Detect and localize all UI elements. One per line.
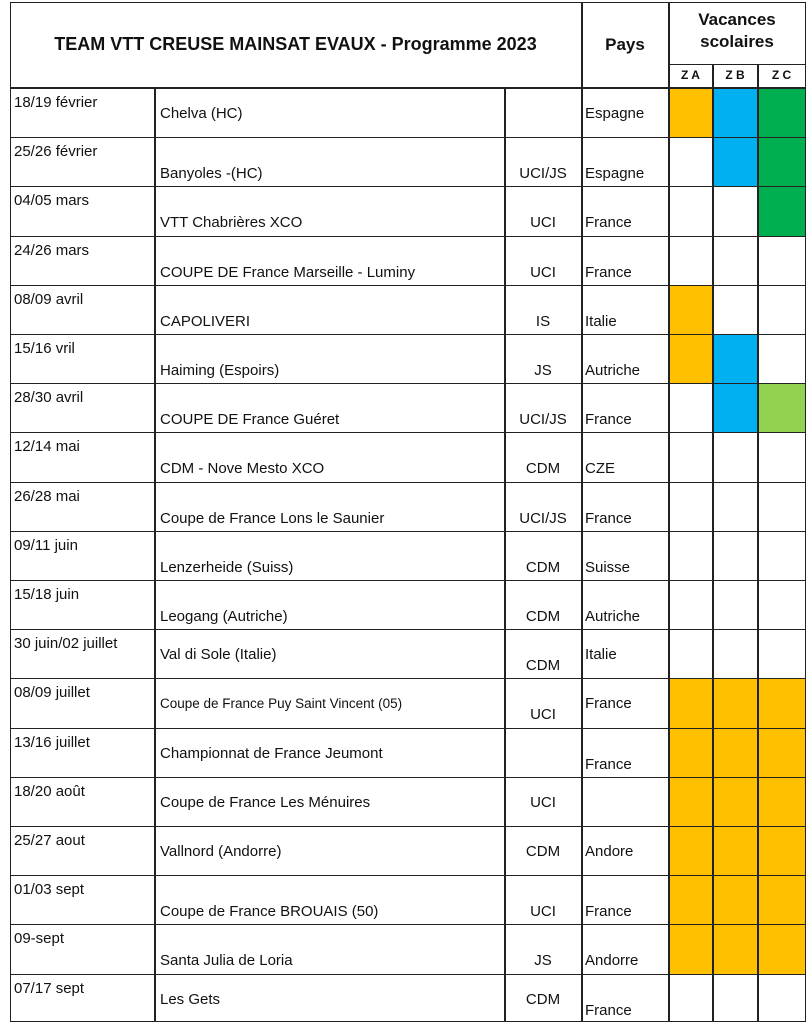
category-cell — [505, 678, 582, 728]
zone-b-cell — [713, 826, 758, 876]
category-cell — [505, 629, 582, 679]
country-cell — [582, 88, 669, 138]
zone-c-cell — [758, 777, 806, 827]
zone-a-cell — [669, 580, 713, 630]
country-cell — [582, 137, 669, 187]
date-cell — [10, 826, 155, 876]
event-date: 26/28 mai — [14, 487, 80, 505]
event-country: Autriche — [585, 608, 641, 625]
event-category: JS — [534, 362, 552, 379]
event-name: Lenzerheide (Suiss) — [160, 558, 294, 576]
header-pays-text: Pays — [605, 35, 645, 54]
event-cell — [155, 334, 505, 384]
event-name: CAPOLIVERI — [160, 312, 251, 330]
category-cell — [505, 924, 582, 974]
event-cell — [155, 629, 505, 679]
zone-a-cell — [669, 88, 713, 138]
event-category: CDM — [525, 657, 561, 675]
event-name: Banyoles -(HC) — [160, 165, 263, 183]
event-country: France — [585, 755, 632, 773]
event-category: CDM — [525, 558, 561, 576]
zone-b-cell — [713, 678, 758, 728]
event-date: 18/20 août — [14, 782, 85, 800]
event-name: Chelva (HC) — [160, 105, 243, 122]
event-cell — [155, 482, 505, 532]
country-cell — [582, 482, 669, 532]
category-cell — [505, 432, 582, 482]
event-category: IS — [535, 312, 551, 330]
zone-a-cell — [669, 974, 713, 1022]
zone-c-cell — [758, 186, 806, 236]
date-cell — [10, 580, 155, 630]
category-cell — [505, 88, 582, 138]
zone-a-cell — [669, 432, 713, 482]
event-date: 12/14 mai — [14, 438, 80, 456]
event-cell — [155, 236, 505, 286]
event-country: Espagne — [585, 105, 645, 122]
zone-c-cell — [758, 88, 806, 138]
zone-a-cell — [669, 777, 713, 827]
zone-c-cell — [758, 482, 806, 532]
country-cell — [582, 186, 669, 236]
category-cell — [505, 826, 582, 876]
date-cell — [10, 334, 155, 384]
zone-a-cell — [669, 334, 713, 384]
zone-a-cell — [669, 728, 713, 778]
event-cell — [155, 580, 505, 630]
zone-c-cell — [758, 285, 806, 335]
country-cell — [582, 285, 669, 335]
zone-a-cell — [669, 678, 713, 728]
event-country: France — [585, 263, 632, 281]
date-cell — [10, 924, 155, 974]
zone-b-cell — [713, 974, 758, 1022]
event-name: COUPE DE France Marseille - Luminy — [160, 263, 416, 281]
event-date: 13/16 juillet — [14, 733, 90, 751]
event-country: Suisse — [585, 558, 631, 576]
zone-c-cell — [758, 924, 806, 974]
event-cell — [155, 777, 505, 827]
country-cell — [582, 629, 669, 679]
event-cell — [155, 875, 505, 925]
zone-header-label: Z B — [725, 68, 745, 82]
zone-a-cell — [669, 924, 713, 974]
event-date: 08/09 avril — [14, 290, 84, 308]
header-vacances-line2: scolaires — [700, 32, 774, 51]
zone-c-cell — [758, 678, 806, 728]
event-category: CDM — [525, 460, 561, 478]
category-cell — [505, 482, 582, 532]
country-cell — [582, 974, 669, 1022]
zone-c-cell — [758, 383, 806, 433]
zone-c-cell — [758, 432, 806, 482]
event-cell — [155, 678, 505, 728]
event-name: Coupe de France Lons le Saunier — [160, 509, 385, 527]
category-cell — [505, 137, 582, 187]
event-cell — [155, 974, 505, 1022]
zone-c-cell — [758, 236, 806, 286]
country-cell — [582, 236, 669, 286]
event-date: 24/26 mars — [14, 241, 90, 259]
event-country: France — [585, 695, 632, 713]
zone-b-cell — [713, 334, 758, 384]
date-cell — [10, 482, 155, 532]
zone-header-1 — [669, 64, 713, 88]
event-category: UCI — [530, 793, 556, 811]
header-vacances — [669, 2, 806, 65]
date-cell — [10, 777, 155, 827]
event-date: 28/30 avril — [14, 389, 84, 407]
date-cell — [10, 432, 155, 482]
country-cell — [582, 580, 669, 630]
zone-header-label: Z C — [771, 68, 792, 82]
zone-c-cell — [758, 334, 806, 384]
zone-b-cell — [713, 432, 758, 482]
event-name: Vallnord (Andorre) — [160, 843, 282, 860]
event-date: 07/17 sept — [14, 979, 85, 997]
zone-b-cell — [713, 924, 758, 974]
event-date: 30 juin/02 juillet — [14, 635, 118, 653]
country-cell — [582, 924, 669, 974]
zone-c-cell — [758, 531, 806, 581]
event-cell — [155, 432, 505, 482]
event-country: Italie — [585, 312, 617, 330]
event-name: Santa Julia de Loria — [160, 952, 293, 970]
category-cell — [505, 285, 582, 335]
event-category: UCI — [530, 706, 556, 724]
header-pays — [582, 2, 669, 88]
event-name: Leogang (Autriche) — [160, 608, 288, 625]
category-cell — [505, 728, 582, 778]
zone-b-cell — [713, 777, 758, 827]
date-cell — [10, 186, 155, 236]
date-cell — [10, 678, 155, 728]
zone-b-cell — [713, 88, 758, 138]
category-cell — [505, 777, 582, 827]
event-category: UCI/JS — [519, 509, 567, 527]
zone-header-label: Z A — [681, 68, 700, 82]
event-date: 09-sept — [14, 930, 65, 948]
header-vacances-line1: Vacances — [698, 10, 776, 29]
event-category: UCI/JS — [519, 411, 567, 429]
date-cell — [10, 728, 155, 778]
event-date: 04/05 mars — [14, 192, 90, 210]
event-date: 15/16 vril — [14, 340, 75, 357]
zone-a-cell — [669, 285, 713, 335]
event-cell — [155, 826, 505, 876]
category-cell — [505, 531, 582, 581]
event-date: 15/18 juin — [14, 586, 80, 603]
category-cell — [505, 334, 582, 384]
event-name: VTT Chabrières XCO — [160, 214, 303, 232]
zone-a-cell — [669, 186, 713, 236]
event-cell — [155, 531, 505, 581]
zone-c-cell — [758, 826, 806, 876]
event-country: Andore — [585, 843, 634, 860]
category-cell — [505, 236, 582, 286]
event-country: France — [585, 214, 632, 232]
event-name: Championnat de France Jeumont — [160, 744, 383, 762]
event-name: CDM - Nove Mesto XCO — [160, 460, 325, 478]
event-category: UCI/JS — [519, 165, 567, 183]
zone-b-cell — [713, 383, 758, 433]
event-date: 25/26 février — [14, 143, 98, 161]
zone-c-cell — [758, 629, 806, 679]
page-title — [10, 2, 582, 88]
zone-b-cell — [713, 236, 758, 286]
event-country: France — [585, 903, 632, 921]
event-name: Les Gets — [160, 990, 221, 1008]
event-category: CDM — [525, 843, 561, 860]
event-name: Coupe de France Les Ménuires — [160, 793, 371, 811]
zone-a-cell — [669, 531, 713, 581]
date-cell — [10, 531, 155, 581]
event-date: 18/19 février — [14, 94, 98, 111]
event-cell — [155, 728, 505, 778]
event-name: COUPE DE France Guéret — [160, 411, 340, 429]
country-cell — [582, 875, 669, 925]
zone-a-cell — [669, 826, 713, 876]
event-category: CDM — [525, 990, 561, 1008]
event-country: CZE — [585, 460, 615, 478]
zone-a-cell — [669, 236, 713, 286]
date-cell — [10, 629, 155, 679]
event-country: France — [585, 1001, 632, 1019]
date-cell — [10, 875, 155, 925]
zone-b-cell — [713, 875, 758, 925]
country-cell — [582, 777, 669, 827]
zone-b-cell — [713, 531, 758, 581]
event-name: Coupe de France BROUAIS (50) — [160, 903, 379, 921]
event-cell — [155, 88, 505, 138]
zone-a-cell — [669, 875, 713, 925]
zone-c-cell — [758, 875, 806, 925]
date-cell — [10, 236, 155, 286]
zone-c-cell — [758, 580, 806, 630]
country-cell — [582, 678, 669, 728]
zone-header-3 — [758, 64, 806, 88]
event-cell — [155, 924, 505, 974]
event-country: Italie — [585, 646, 617, 664]
date-cell — [10, 285, 155, 335]
zone-c-cell — [758, 728, 806, 778]
event-date: 01/03 sept — [14, 881, 85, 899]
event-name: Haiming (Espoirs) — [160, 362, 280, 379]
event-category: JS — [534, 952, 552, 970]
zone-b-cell — [713, 728, 758, 778]
country-cell — [582, 531, 669, 581]
event-country: Espagne — [585, 165, 645, 183]
category-cell — [505, 974, 582, 1022]
zone-c-cell — [758, 137, 806, 187]
zone-b-cell — [713, 482, 758, 532]
event-country: France — [585, 509, 632, 527]
zone-b-cell — [713, 137, 758, 187]
zone-a-cell — [669, 629, 713, 679]
event-date: 09/11 juin — [14, 536, 78, 554]
page-title-text: TEAM VTT CREUSE MAINSAT EVAUX - Programme 2023 — [54, 34, 537, 54]
event-country: Andorre — [585, 952, 639, 970]
zone-header-2 — [713, 64, 758, 88]
zone-a-cell — [669, 482, 713, 532]
zone-b-cell — [713, 186, 758, 236]
event-name: Coupe de France Puy Saint Vincent (05) — [160, 696, 403, 712]
zone-b-cell — [713, 580, 758, 630]
event-category: UCI — [530, 903, 556, 921]
event-date: 25/27 aout — [14, 832, 85, 849]
zone-a-cell — [669, 383, 713, 433]
zone-c-cell — [758, 974, 806, 1022]
event-cell — [155, 186, 505, 236]
event-category: UCI — [530, 263, 556, 281]
event-name: Val di Sole (Italie) — [160, 646, 277, 664]
event-cell — [155, 285, 505, 335]
country-cell — [582, 383, 669, 433]
date-cell — [10, 88, 155, 138]
event-category: CDM — [525, 608, 561, 625]
event-category: UCI — [530, 214, 556, 232]
date-cell — [10, 383, 155, 433]
category-cell — [505, 580, 582, 630]
event-cell — [155, 383, 505, 433]
event-date: 08/09 juillet — [14, 684, 90, 702]
zone-a-cell — [669, 137, 713, 187]
category-cell — [505, 186, 582, 236]
event-country: France — [585, 411, 632, 429]
event-country: Autriche — [585, 362, 641, 379]
date-cell — [10, 974, 155, 1022]
country-cell — [582, 728, 669, 778]
event-cell — [155, 137, 505, 187]
category-cell — [505, 383, 582, 433]
zone-b-cell — [713, 629, 758, 679]
zone-b-cell — [713, 285, 758, 335]
country-cell — [582, 334, 669, 384]
date-cell — [10, 137, 155, 187]
country-cell — [582, 826, 669, 876]
country-cell — [582, 432, 669, 482]
category-cell — [505, 875, 582, 925]
